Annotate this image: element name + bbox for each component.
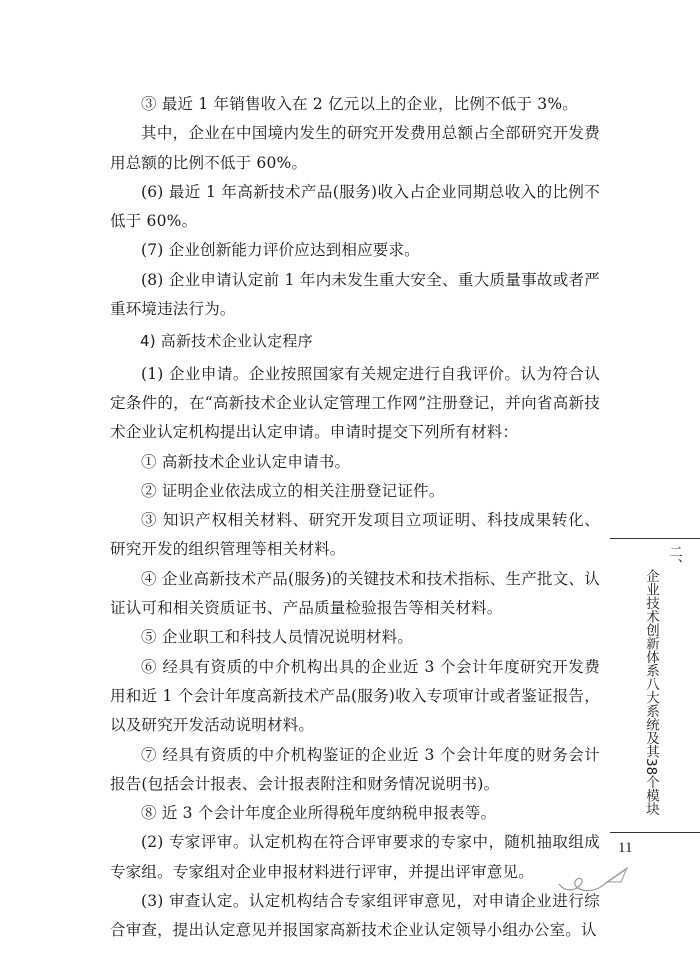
side-section-text: 企业技术创新体系八大系统及其38个模块 — [643, 569, 659, 816]
paragraph: 其中，企业在中国境内发生的研究开发费用总额占全部研究开发费用总额的比例不低于 60%。 — [110, 124, 600, 172]
section-heading: 4) 高新技术企业认定程序 — [140, 332, 313, 351]
list-item: ③ 知识产权相关材料、研究开发项目立项证明、科技成果转化、研究开发的组织管理等相关材料。 — [110, 511, 600, 559]
page-body — [110, 90, 600, 946]
list-item: ⑤ 企业职工和科技人员情况说明材料。 — [141, 628, 414, 647]
list-item: ⑥ 经具有资质的中介机构出具的企业近 3 个会计年度研究开发费用和近 1 个会计年度高新技术产品(服务)收入专项审计或者鉴证报告，以及研究开发活动说明材料。 — [110, 657, 600, 735]
paragraph: (7) 企业创新能力评价应达到相应要求。 — [141, 241, 420, 260]
paragraph: (3) 审查认定。认定机构结合专家组评审意见，对申请企业进行综合审查，提出认定意见并报国家高新技术企业认定领导小组办公室。认 — [110, 892, 600, 940]
list-item: ⑦ 经具有资质的中介机构鉴证的企业近 3 个会计年度的财务会计报告(包括会计报表、会计报表附注和财务情况说明书)。 — [110, 745, 600, 793]
page-number: 11 — [618, 840, 633, 856]
paragraph: (8) 企业申请认定前 1 年内未发生重大安全、重大质量事故或者严重环境违法行为。 — [110, 270, 600, 319]
paragraph: (2) 专家评审。认定机构在符合评审要求的专家中，随机抽取组成专家组。专家组对企业申报材料进行评审，并提出评审意见。 — [110, 833, 600, 881]
quill-ornament-icon — [555, 862, 635, 898]
side-section-title — [614, 541, 698, 829]
list-item: ② 证明企业依法成立的相关注册登记证件。 — [141, 481, 445, 500]
side-rule-top — [610, 538, 700, 539]
side-section-number: 二、 — [666, 545, 682, 572]
paragraph: (1) 企业申请。企业按照国家有关规定进行自我评价。认为符合认定条件的，在“高新技术企业认定管理工作网”注册登记，并向省高新技术企业认定机构提出认定申请。申请时提交下列所有材料： — [110, 364, 600, 442]
list-item: ⑧ 近 3 个会计年度企业所得税年度纳税申报表等。 — [141, 804, 497, 823]
list-item: ① 高新技术企业认定申请书。 — [141, 452, 351, 471]
side-rule-bottom — [610, 832, 700, 833]
paragraph: ③ 最近 1 年销售收入在 2 亿元以上的企业，比例不低于 3%。 — [141, 95, 578, 113]
paragraph: (6) 最近 1 年高新技术产品(服务)收入占企业同期总收入的比例不低于 60%。 — [110, 182, 600, 231]
list-item: ④ 企业高新技术产品(服务)的关键技术和技术指标、生产批文、认证认可和相关资质证书、产品质量检验报告等相关材料。 — [110, 569, 600, 618]
